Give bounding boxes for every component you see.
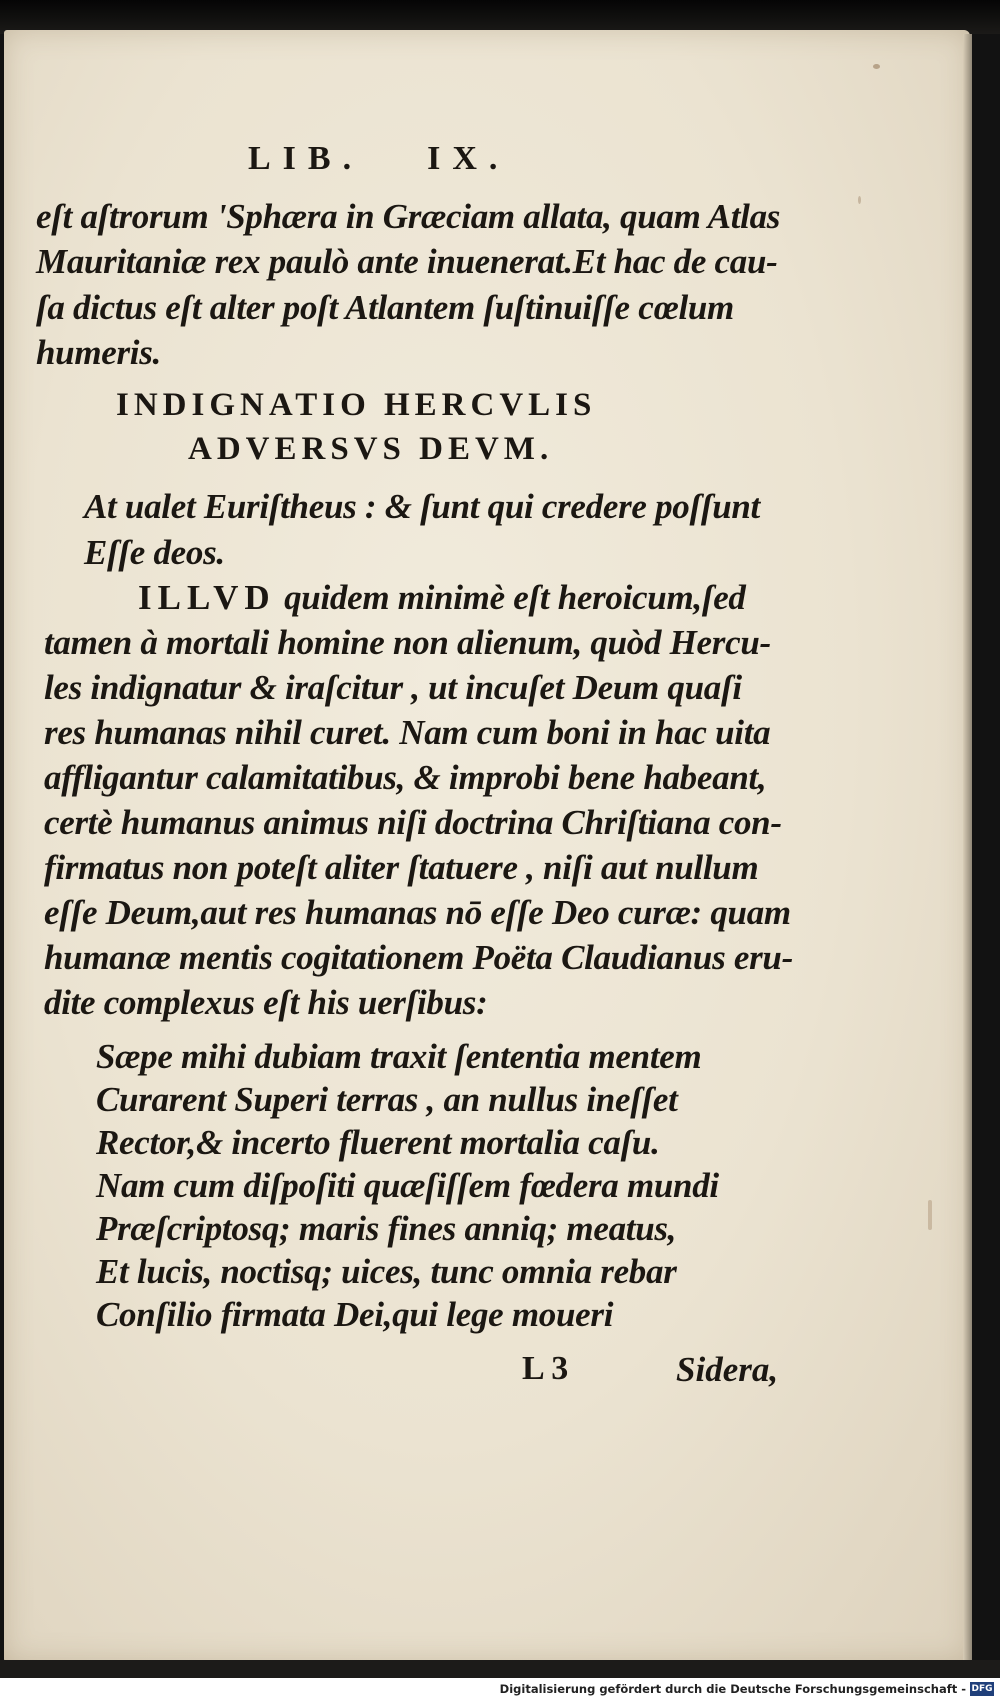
lemma-line: Eſſe deos. [84,533,225,572]
scan-top-border [0,0,1000,34]
signature-mark: L 3 [522,1350,569,1387]
commentary-line: affligantur calamitatibus, & improbi bene habeant, [44,758,767,797]
running-head-label: LIB. [248,140,364,177]
section-heading-line-1: INDIGNATIO HERCVLIS [116,387,597,423]
verse-line: Et lucis, noctisq; uices, tunc omnia rebar [96,1252,677,1291]
lemma-line: At ualet Euriſtheus : & ſunt qui credere poſſunt [84,487,760,526]
dfg-logo: DFG [971,1684,993,1694]
paper-speck [858,196,861,204]
running-head-folio: IX. [427,140,510,177]
verse-line: Præſcriptosq; maris fines anniq; meatus, [96,1209,677,1248]
verse-line: Rector,& incerto fluerent mortalia caſu. [96,1123,660,1162]
commentary-line: certè humanus animus niſi doctrina Chriſtiana con- [44,803,782,842]
commentary-line: dite complexus eſt his uerſibus: [44,983,488,1022]
paper-speck [873,64,880,69]
commentary-line: humanæ mentis cogitationem Poëta Claudianus eru- [44,938,793,977]
text-line: eſt aſtrorum 'Sphæra in Græciam allata, quam Atlas [36,197,781,236]
commentary-first-word: ILLVD [138,578,276,617]
section-heading-line-2: ADVERSVS DEVM. [188,431,554,467]
commentary-line: tamen à mortali homine non alienum, quòd Hercu- [44,623,771,662]
commentary-line: firmatus non poteſt aliter ſtatuere , niſi aut nullum [44,848,759,887]
verse-line: Sæpe mihi dubiam traxit ſententia mentem [96,1037,702,1076]
commentary-line: les indignatur & iraſcitur , ut incuſet Deum quaſi [44,668,742,707]
commentary-line-text: quidem minimè eſt heroicum,ſed [275,578,746,617]
text-line: humeris. [36,333,162,372]
commentary-line: eſſe Deum,aut res humanas nō eſſe Deo curæ: quam [44,893,791,932]
commentary-line: res humanas nihil curet. Nam cum boni in hac uita [44,713,771,752]
paper-speck [928,1200,932,1230]
footer-credit: Digitalisierung gefördert durch die Deutsche Forschungsgemeinschaft - [499,1682,966,1696]
text-line: Mauritaniæ rex paulò ante inuenerat.Et hac de cau- [36,242,778,281]
scan-bottom-border [0,1660,1000,1678]
page-edge [963,34,972,1660]
text-line: ſa dictus eſt alter poſt Atlantem ſuſtinuiſſe cœlum [36,288,734,327]
verse-line: Nam cum diſpoſiti quæſiſſem fœdera mundi [96,1166,719,1205]
running-head [248,140,509,178]
catchword: Sidera, [676,1350,779,1389]
verse-line: Conſilio firmata Dei,qui lege moueri [96,1295,614,1334]
commentary-line [138,578,746,618]
verse-line: Curarent Superi terras , an nullus ineſſet [96,1080,678,1119]
